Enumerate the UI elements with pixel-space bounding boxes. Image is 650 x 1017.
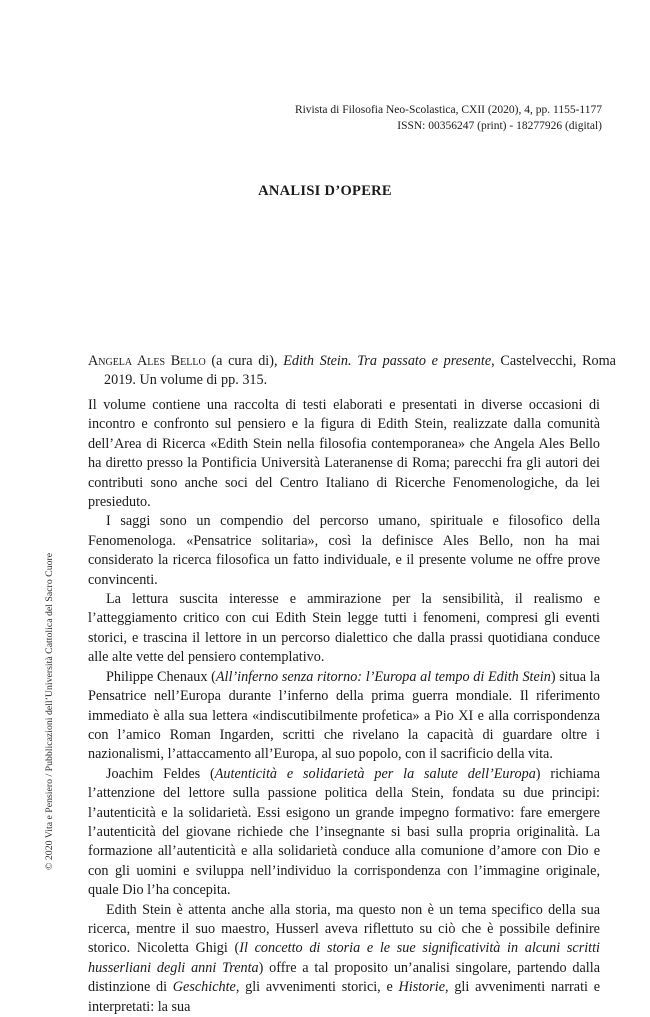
publisher-details: , Castelvecchi, Roma 2019. Un volume di pp. 315. (104, 353, 616, 388)
review-author: Angela Ales Bello (88, 353, 206, 369)
review-reference (88, 352, 616, 390)
journal-citation: Rivista di Filosofia Neo-Scolastica, CXII (2020), 4, pp. 1155-1177 (294, 104, 602, 116)
section-title: ANALISI D’OPERE (258, 183, 392, 199)
paragraph-5 (88, 765, 600, 901)
paragraph-6 (88, 901, 600, 1017)
editor-note: (a cura di), (205, 353, 284, 369)
text-run: , gli avvenimenti narrati e interpretati: la sua (88, 979, 601, 1015)
german-term: Geschichte (172, 979, 236, 996)
book-title: Edith Stein. Tra passato e presente (283, 353, 492, 369)
text-run: , gli avvenimenti storici, e (235, 979, 399, 996)
essay-title: Il concetto di storia e le sue significatività in alcuni scritti husserliani degli anni Trenta (88, 940, 601, 976)
essay-title: All’inferno senza ritorno: l’Europa al tempo di Edith Stein (215, 668, 551, 685)
paragraph-4 (88, 668, 600, 765)
text-run: Edith Stein è attenta anche alla storia, ma questo non è un tema specifico della sua ricerca, mentre il suo maestro, Husserl aveva riflettuto su ciò che è possibile definire storico. Nicoletta Ghigi ( (88, 901, 600, 957)
copyright-sidebar: © 2020 Vita e Pensiero / Pubblicazioni dell’Università Cattolica del Sacro Cuore (44, 552, 55, 870)
german-term: Historie (398, 979, 446, 996)
text-run: Joachim Feldes ( (106, 765, 215, 782)
paragraph-1: Il volume contiene una raccolta di testi elaborati e presentati in diverse occasioni di incontro e confronto sul pensiero e la figura di Edith Stein, realizzate dalla comunità dell’Area di Ricerca «Edith Stein nella filosofia contemporanea» che Angela Ales Bello ha diretto presso la Pontificia Università Lateranense di Roma; parecchi fra gli autori dei contributi sono anche soci del Centro Italiano di Ricerche Fenomenologiche, da lei presieduto. (88, 397, 600, 511)
review-body (88, 396, 600, 1017)
text-run: ) richiama l’attenzione del lettore sulla passione politica della Stein, fondata su due principi: l’autenticità e la solidarietà. Essi esigono un grande impegno formativo: fare emergere l’autenticità del giovane richiede che l’insegnante si basi sulla propria originalità. La formazione all’autenticità e alla solidarietà conduce alla comunione d’amore con Dio e con gli uomini e sviluppa nell’individuo la corrispondenza con l’immagine originale, quale Dio l’ha concepita. (88, 765, 601, 899)
text-run: Philippe Chenaux ( (106, 668, 216, 685)
essay-title: Autenticità e solidarietà per la salute dell’Europa (214, 765, 536, 782)
paragraph-2: I saggi sono un compendio del percorso umano, spirituale e filosofico della Fenomenologa. «Pensatrice solitaria», così la definisce Ales Bello, non ha mai considerato la ricerca filosofica un fatto individuale, e il presente volume ne offre prove convincenti. (88, 513, 600, 588)
text-run: ) offre a tal proposito un’analisi singolare, partendo dalla distinzione di (88, 959, 600, 996)
issn-line: ISSN: 00356247 (print) - 18277926 (digital) (397, 120, 602, 132)
journal-header (295, 102, 602, 134)
text-run: ) situa la Pensatrice nell’Europa durante l’inferno della prima guerra mondiale. Il riferimento immediato è alla sua lettera «indiscutibilmente profetica» a Pio XI e alla corrispondenza con l’amico Roman Ingarden, scritti che rivelano la capacità di guardare oltre i nazionalismi, l’attaccamento all’Europa, al suo popolo, con il sacrificio della vita. (88, 668, 600, 763)
paragraph-3: La lettura suscita interesse e ammirazione per la sensibilità, il realismo e l’atteggiamento critico con cui Edith Stein legge tutti i fenomeni, compresi gli eventi storici, e trascina il lettore in un percorso dialettico che dalla prassi quotidiana conduce alle alte vette del pensiero contemplativo. (88, 591, 600, 666)
